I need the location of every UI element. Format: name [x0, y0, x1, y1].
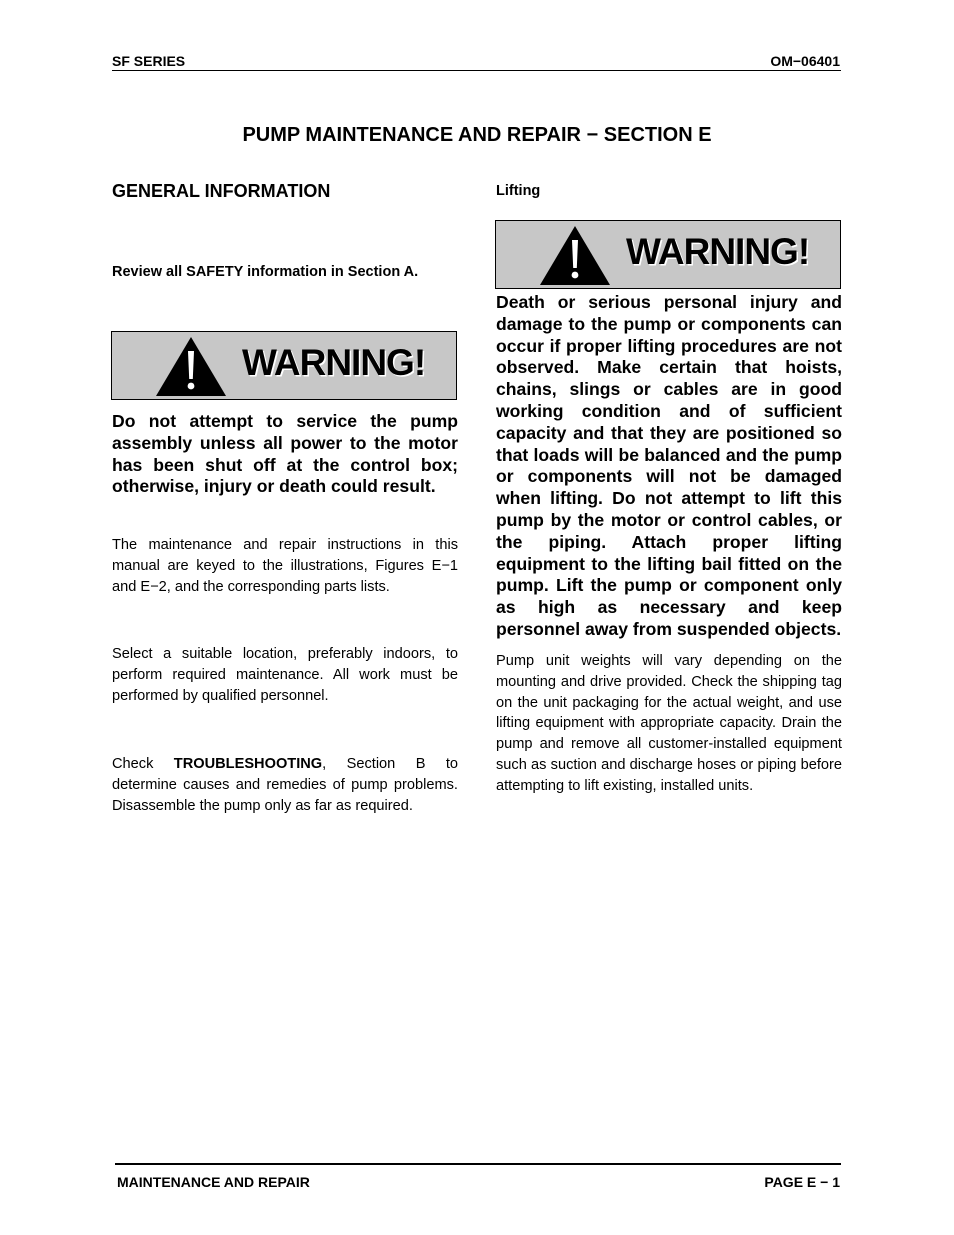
header-rule — [112, 70, 841, 71]
footer-rule — [115, 1163, 841, 1165]
warning-triangle-icon — [154, 335, 228, 397]
safety-note: Review all SAFETY information in Section A. — [112, 264, 419, 280]
warning-box-left — [111, 331, 457, 400]
pump-weights-paragraph: Pump unit weights will vary depending on the mounting and drive provided. Check the shipping tag on the unit packaging for the actual weight, and use lifting equipment with appropriate capacity. Drain the pump and remove all customer-installed equipment such as suction and discharge hoses or piping before attempting to lift existing, installed units. — [496, 653, 842, 794]
troubleshooting-prefix: Check — [112, 756, 174, 772]
general-information-heading: GENERAL INFORMATION — [112, 181, 331, 201]
warning-label-right: WARNING! — [626, 231, 810, 272]
location-paragraph: Select a suitable location, preferably indoors, to perform required maintenance. All work must be performed by qualified personnel. — [112, 646, 458, 704]
footer-section: MAINTENANCE AND REPAIR — [117, 1174, 310, 1190]
page-title: PUMP MAINTENANCE AND REPAIR − SECTION E — [242, 124, 712, 146]
header-series: SF SERIES — [112, 53, 186, 69]
header-doc-number: OM−06401 — [770, 53, 840, 69]
maintenance-intro-paragraph: The maintenance and repair instructions in this manual are keyed to the illustrations, Figures E−1 and E−2, and the corresponding parts lists. — [112, 537, 458, 595]
warning-label-left: WARNING! — [242, 342, 426, 383]
warning-box-right — [495, 220, 841, 289]
warning-triangle-icon — [538, 224, 612, 286]
troubleshooting-link-text: TROUBLESHOOTING — [173, 756, 323, 772]
warning-text-left: Do not attempt to service the pump assembly unless all power to the motor has been shut off at the control box; otherwise, injury or death could result. — [112, 411, 458, 497]
troubleshooting-rest: , Section B to determine causes and remedies of pump problems. Disassemble the pump only as far as required. — [112, 756, 458, 814]
troubleshooting-paragraph — [112, 754, 458, 816]
footer-page-number: PAGE E − 1 — [764, 1174, 840, 1190]
lifting-heading: Lifting — [496, 183, 541, 199]
warning-text-right: Death or serious personal injury and damage to the pump or components can occur if proper lifting procedures are not observed. Make certain that hoists, chains, slings or cables are in good working condition and of sufficient capacity and that they are positioned so that loads will be balanced and the pump or components will not be damaged when lifting. Do not attempt to lift this pump by the motor or control cables, or the piping. Attach proper lifting equipment to the lifting bail fitted on the pump. Lift the pump or component only as high as necessary and keep personnel away from suspended objects. — [496, 292, 842, 639]
